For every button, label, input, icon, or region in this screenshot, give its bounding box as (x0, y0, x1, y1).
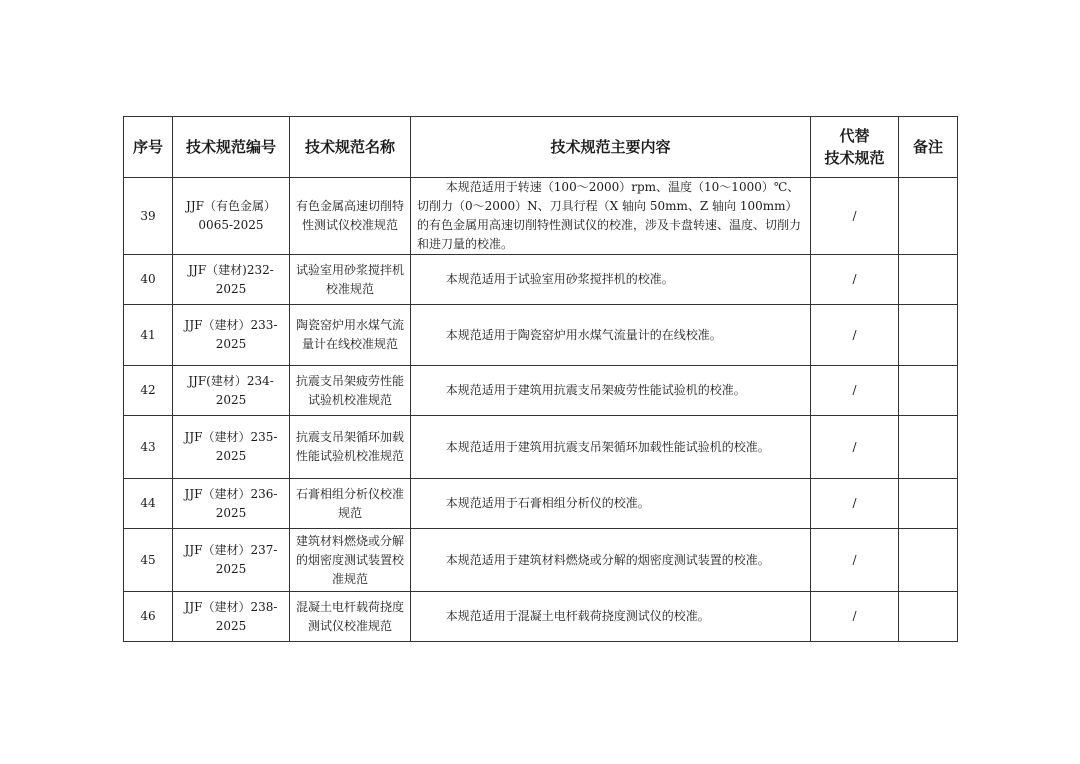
cell-seq: 39 (124, 178, 173, 255)
cell-content (411, 479, 811, 529)
cell-name: 抗震支吊架疲劳性能试验机校准规范 (290, 366, 411, 416)
cell-replace: / (811, 178, 899, 255)
cell-name: 石膏相组分析仪校准规范 (290, 479, 411, 529)
cell-content (411, 178, 811, 255)
cell-content-text: 本规范适用于试验室用砂浆搅拌机的校准。 (445, 272, 674, 286)
header-code: 技术规范编号 (173, 117, 290, 178)
cell-content (411, 366, 811, 416)
header-row (124, 117, 958, 178)
cell-code: JJF（建材）238-2025 (173, 592, 290, 642)
cell-content (411, 592, 811, 642)
table-row (124, 592, 958, 642)
cell-content (411, 255, 811, 305)
table-row (124, 416, 958, 479)
table-row (124, 305, 958, 366)
cell-content-text: 本规范适用于混凝土电杆载荷挠度测试仪的校准。 (445, 609, 710, 623)
cell-note (899, 592, 958, 642)
cell-replace: / (811, 529, 899, 592)
header-name: 技术规范名称 (290, 117, 411, 178)
cell-content-text: 本规范适用于转速（100～2000）rpm、温度（10～1000）℃、切削力（0～2000）N、刀具行程（X 轴向 50mm、Z 轴向 100mm）的有色金属用高速切削特性测试仪的校准，涉及卡盘转速、温度、切削力和进刀量的校准。 (417, 180, 802, 251)
cell-name: 混凝土电杆载荷挠度测试仪校准规范 (290, 592, 411, 642)
cell-seq: 41 (124, 305, 173, 366)
cell-replace: / (811, 305, 899, 366)
cell-name: 陶瓷窑炉用水煤气流量计在线校准规范 (290, 305, 411, 366)
table-row (124, 178, 958, 255)
cell-note (899, 366, 958, 416)
cell-code: JJF（建材）233-2025 (173, 305, 290, 366)
cell-note (899, 305, 958, 366)
cell-name: 有色金属高速切削特性测试仪校准规范 (290, 178, 411, 255)
table-row (124, 366, 958, 416)
cell-name: 抗震支吊架循环加载性能试验机校准规范 (290, 416, 411, 479)
cell-code: JJF（有色金属）0065-2025 (173, 178, 290, 255)
cell-note (899, 416, 958, 479)
header-replace (811, 117, 899, 178)
table-row (124, 479, 958, 529)
cell-replace: / (811, 366, 899, 416)
cell-seq: 42 (124, 366, 173, 416)
cell-content-text: 本规范适用于建筑用抗震支吊架疲劳性能试验机的校准。 (445, 383, 746, 397)
cell-seq: 46 (124, 592, 173, 642)
cell-note (899, 178, 958, 255)
cell-content-text: 本规范适用于陶瓷窑炉用水煤气流量计的在线校准。 (445, 327, 722, 342)
cell-code: JJF（建材）236-2025 (173, 479, 290, 529)
spec-table (123, 116, 958, 642)
cell-content (411, 305, 811, 366)
header-replace-line2: 技术规范 (824, 149, 885, 167)
cell-name: 试验室用砂浆搅拌机校准规范 (290, 255, 411, 305)
cell-seq: 40 (124, 255, 173, 305)
cell-seq: 44 (124, 479, 173, 529)
cell-replace: / (811, 416, 899, 479)
cell-content (411, 416, 811, 479)
cell-content-text: 本规范适用于建筑用抗震支吊架循环加载性能试验机的校准。 (445, 439, 770, 454)
header-note: 备注 (899, 117, 958, 178)
table-row (124, 529, 958, 592)
header-seq: 序号 (124, 117, 173, 178)
cell-seq: 45 (124, 529, 173, 592)
cell-replace: / (811, 479, 899, 529)
cell-code: JJF（建材)232-2025 (173, 255, 290, 305)
header-content: 技术规范主要内容 (411, 117, 811, 178)
cell-content-text: 本规范适用于建筑材料燃烧或分解的烟密度测试装置的校准。 (445, 552, 770, 567)
cell-note (899, 479, 958, 529)
cell-code: JJF(建材）234-2025 (173, 366, 290, 416)
cell-content (411, 529, 811, 592)
header-replace-line1: 代替 (839, 127, 870, 145)
cell-seq: 43 (124, 416, 173, 479)
table-row (124, 255, 958, 305)
cell-content-text: 本规范适用于石膏相组分析仪的校准。 (445, 496, 650, 510)
cell-code: JJF（建材）237-2025 (173, 529, 290, 592)
cell-replace: / (811, 255, 899, 305)
cell-name: 建筑材料燃烧或分解的烟密度测试装置校准规范 (290, 529, 411, 592)
cell-replace: / (811, 592, 899, 642)
cell-note (899, 529, 958, 592)
cell-note (899, 255, 958, 305)
cell-code: JJF（建材）235-2025 (173, 416, 290, 479)
